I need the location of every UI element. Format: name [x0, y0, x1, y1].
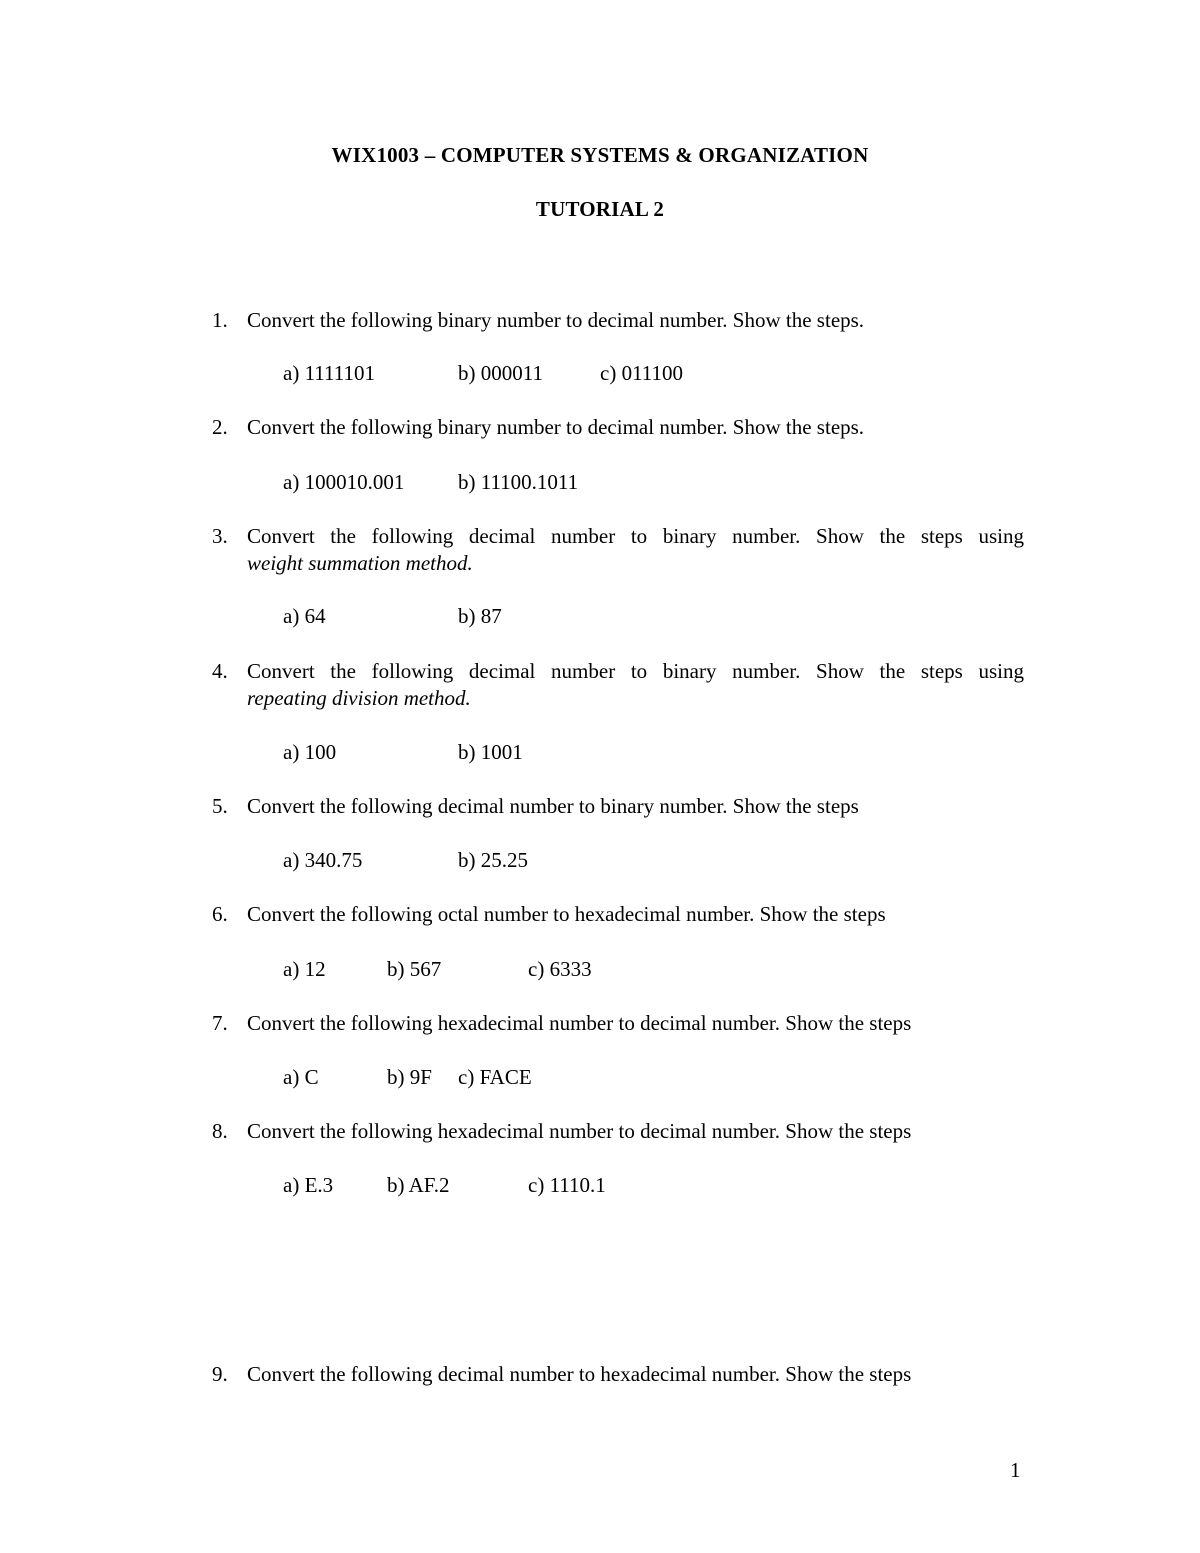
question-number: 3.	[212, 524, 228, 548]
question-text: Convert the following decimal number to hexadecimal number. Show the steps	[247, 1362, 912, 1386]
question-text: Convert the following decimal number to binary number. Show the steps	[247, 794, 859, 818]
question-number: 5.	[212, 794, 228, 818]
question-1	[212, 307, 1024, 334]
question-text: Convert the following binary number to decimal number. Show the steps.	[247, 415, 865, 439]
answer-option: a) 64	[283, 604, 326, 628]
answer-option: c) 6333	[528, 957, 592, 981]
answer-option: c) FACE	[458, 1065, 532, 1089]
question-method: repeating division method.	[247, 686, 471, 710]
question-5	[212, 793, 1024, 820]
question-number: 2.	[212, 415, 228, 439]
answer-option: a) C	[283, 1065, 319, 1089]
question-method: weight summation method.	[247, 551, 473, 575]
tutorial-title: TUTORIAL 2	[535, 197, 665, 221]
question-number: 7.	[212, 1011, 228, 1035]
answer-option: b) 9F	[387, 1065, 432, 1089]
answer-option: b) AF.2	[387, 1173, 450, 1197]
question-number: 9.	[212, 1362, 228, 1386]
answer-option: a) 100	[283, 740, 337, 764]
answer-option: a) 100010.001	[283, 470, 405, 494]
question-4	[212, 658, 1024, 712]
question-9	[212, 1361, 1024, 1388]
question-number: 4.	[212, 659, 228, 683]
question-text: Convert the following binary number to decimal number. Show the steps.	[247, 308, 865, 332]
answer-option: c) 1110.1	[528, 1173, 606, 1197]
question-3	[212, 523, 1024, 577]
question-number: 8.	[212, 1119, 228, 1143]
answer-option: b) 000011	[458, 361, 543, 385]
page-number: 1	[1010, 1458, 1021, 1482]
answer-option: b) 567	[387, 957, 442, 981]
page-title: WIX1003 – COMPUTER SYSTEMS & ORGANIZATION	[331, 143, 869, 167]
answer-option: a) 12	[283, 957, 326, 981]
answer-option: c) 011100	[600, 361, 684, 385]
question-number: 6.	[212, 902, 228, 926]
answer-option: b) 25.25	[458, 848, 528, 872]
question-text: Convert the following decimal number to binary number. Show the steps using	[247, 524, 1024, 548]
question-number: 1.	[212, 308, 228, 332]
question-text: Convert the following decimal number to binary number. Show the steps using	[247, 659, 1024, 683]
answer-option: a) E.3	[283, 1173, 334, 1197]
answer-option: a) 340.75	[283, 848, 363, 872]
question-text: Convert the following hexadecimal number to decimal number. Show the steps	[247, 1011, 912, 1035]
question-text: Convert the following hexadecimal number to decimal number. Show the steps	[247, 1119, 912, 1143]
answer-option: b) 1001	[458, 740, 523, 764]
answer-option: b) 87	[458, 604, 502, 628]
question-2	[212, 414, 1024, 441]
question-7	[212, 1010, 1024, 1037]
question-text: Convert the following octal number to hexadecimal number. Show the steps	[247, 902, 886, 926]
question-6	[212, 901, 1024, 928]
answer-option: b) 11100.1011	[458, 470, 579, 494]
answer-option: a) 1111101	[283, 361, 375, 385]
question-8	[212, 1118, 1024, 1145]
